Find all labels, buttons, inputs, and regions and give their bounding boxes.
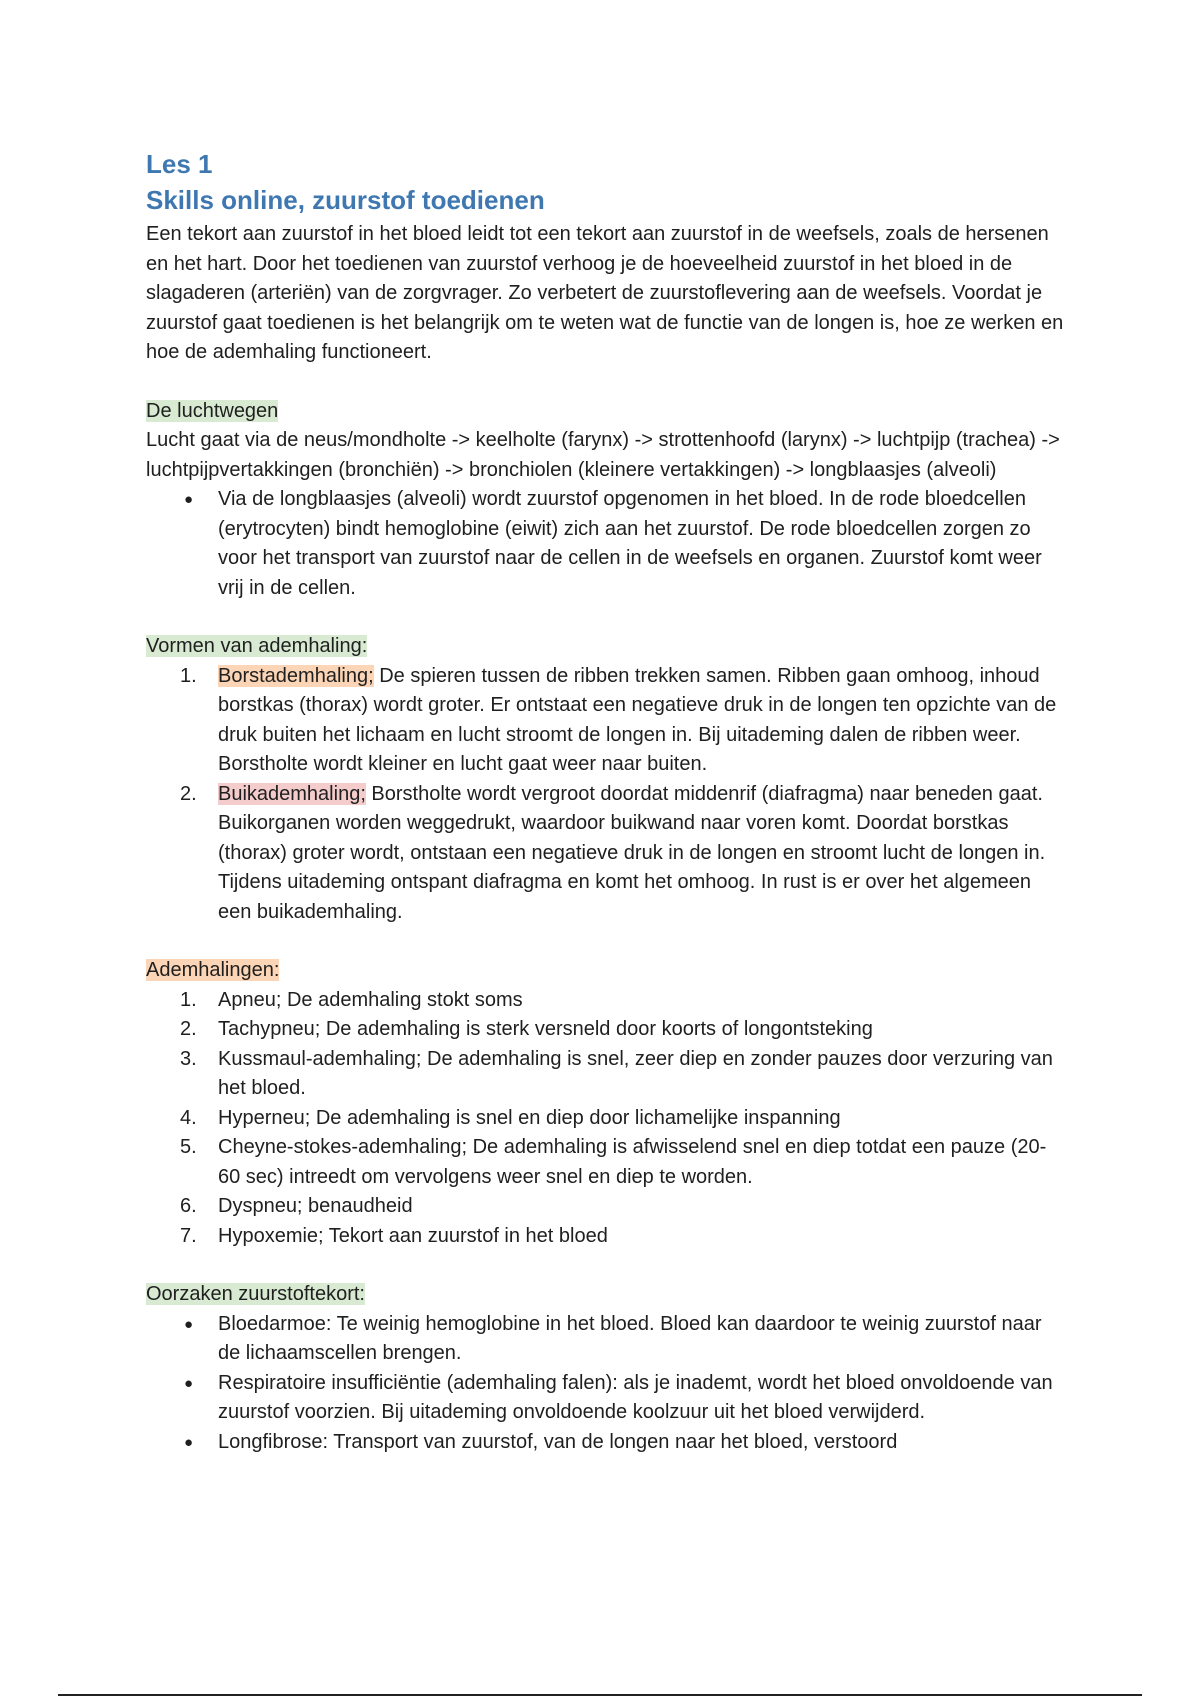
list-item: [146, 662, 1066, 780]
list-item-text: Cheyne-stokes-ademhaling; De ademhaling is afwisselend snel en diep totdat een pauze (20-60 sec) intreedt om vervolgens weer snel en diep te worden.: [218, 1136, 1047, 1188]
section-oorzaken: [146, 1280, 1066, 1457]
list-item: [146, 780, 1066, 928]
list-item: ● Bloedarmoe: Te weinig hemoglobine in het bloed. Bloed kan daardoor te weinig zuurstof naar de lichaamscellen brengen.: [146, 1310, 1066, 1369]
list-item-text: Apneu; De ademhaling stokt soms: [218, 988, 523, 1011]
list-item-text: Tachypneu; De ademhaling is sterk versneld door koorts of longontsteking: [218, 1018, 873, 1040]
list-item: [146, 1192, 1066, 1222]
section-heading-ademhalingen: Ademhalingen:: [146, 959, 280, 981]
list-item: [146, 1104, 1066, 1134]
list-item: [146, 1222, 1066, 1252]
list-number: 1.: [180, 664, 197, 687]
list-item: [146, 1015, 1066, 1045]
luchtwegen-bullet-list: [146, 485, 1066, 603]
section-heading-vormen: Vormen van ademhaling:: [146, 635, 368, 657]
intro-paragraph: Een tekort aan zuurstof in het bloed leidt tot een tekort aan zuurstof in de weefsels, zoals de hersenen en het hart. Door het toedienen van zuurstof verhoog je de hoeveelheid zuurstof in het bloed in de slagaderen (arteriën) van de zorgvrager. Zo verbetert de zuurstoflevering aan de weefsels. Voordat je zuurstof gaat toedienen is het belangrijk om te weten wat de functie van de longen is, hoe ze werken en hoe de ademhaling functioneert.: [146, 223, 1064, 363]
term-borstademhaling: Borstademhaling;: [218, 664, 374, 687]
section-heading-luchtwegen: De luchtwegen: [146, 399, 279, 422]
list-number: 7.: [180, 1224, 197, 1247]
list-number: 1.: [180, 988, 197, 1011]
list-number: 6.: [180, 1195, 197, 1217]
page-bottom-divider: [58, 1694, 1142, 1696]
list-item-text: Borstholte wordt vergroot doordat middenrif (diafragma) naar beneden gaat. Buikorganen worden weggedrukt, waardoor buikwand naar voren komt. Doordat borstkas (thorax) groter wordt, ontstaan een negatieve druk in de longen en stroomt lucht de longen in. Tijdens uitademing ontspant diafragma en komt het omhoog. In rust is er over het algemeen een buikademhaling.: [218, 782, 1046, 923]
section-vormen: [146, 632, 1066, 927]
luchtwegen-paragraph: Lucht gaat via de neus/mondholte -> keelholte (farynx) -> strottenhoofd (larynx) -> luchtpijp (trachea) -> luchtpijpvertakkingen (bronchiën) -> bronchiolen (kleinere vertakkingen) -> longblaasjes (alveoli): [146, 429, 1060, 481]
list-item-text: Dyspneu; benaudheid: [218, 1195, 413, 1217]
ademhalingen-numbered-list: [146, 986, 1066, 1252]
list-number: 4.: [180, 1106, 197, 1129]
list-item-text: Hyperneu; De ademhaling is snel en diep door lichamelijke inspanning: [218, 1106, 841, 1129]
list-item: ● Via de longblaasjes (alveoli) wordt zuurstof opgenomen in het bloed. In de rode bloedcellen (erytrocyten) bindt hemoglobine (eiwit) zich aan het zuurstof. De rode bloedcellen zorgen zo voor het transport van zuurstof naar de cellen in de weefsels en organen. Zuurstof komt weer vrij in de cellen.: [146, 485, 1066, 603]
section-ademhalingen: [146, 956, 1066, 1251]
list-number: 2.: [180, 1018, 197, 1040]
section-luchtwegen: [146, 397, 1066, 604]
section-heading-oorzaken: Oorzaken zuurstoftekort:: [146, 1283, 365, 1305]
list-item: [146, 1133, 1066, 1192]
term-buikademhaling: Buikademhaling;: [218, 782, 366, 805]
lesson-number-heading: Les 1: [146, 149, 213, 179]
list-number: 5.: [180, 1136, 197, 1158]
list-item: ● Longfibrose: Transport van zuurstof, van de longen naar het bloed, verstoord: [146, 1428, 1066, 1458]
lesson-title-heading: Skills online, zuurstof toedienen: [146, 185, 545, 215]
list-item: [146, 986, 1066, 1016]
list-number: 3.: [180, 1047, 197, 1070]
list-item-text: Kussmaul-ademhaling; De ademhaling is snel, zeer diep en zonder pauzes door verzuring van het bloed.: [218, 1047, 1053, 1099]
list-item: [146, 1045, 1066, 1104]
list-item-text: De spieren tussen de ribben trekken samen. Ribben gaan omhoog, inhoud borstkas (thorax) wordt groter. Er ontstaat een negatieve druk in de longen ten opzichte van de druk buiten het lichaam en lucht stroomt de longen in. Bij uitademing dalen de ribben weer. Borstholte wordt kleiner en lucht gaat weer naar buiten.: [218, 664, 1057, 775]
list-item: ● Respiratoire insufficiëntie (ademhaling falen): als je inademt, wordt het bloed onvoldoende van zuurstof voorzien. Bij uitademing onvoldoende koolzuur uit het bloed verwijderd.: [146, 1369, 1066, 1428]
oorzaken-bullet-list: [146, 1310, 1066, 1458]
list-number: 2.: [180, 782, 197, 805]
document-page: [146, 146, 1066, 1457]
list-item-text: Hypoxemie; Tekort aan zuurstof in het bloed: [218, 1224, 608, 1247]
vormen-numbered-list: [146, 662, 1066, 928]
